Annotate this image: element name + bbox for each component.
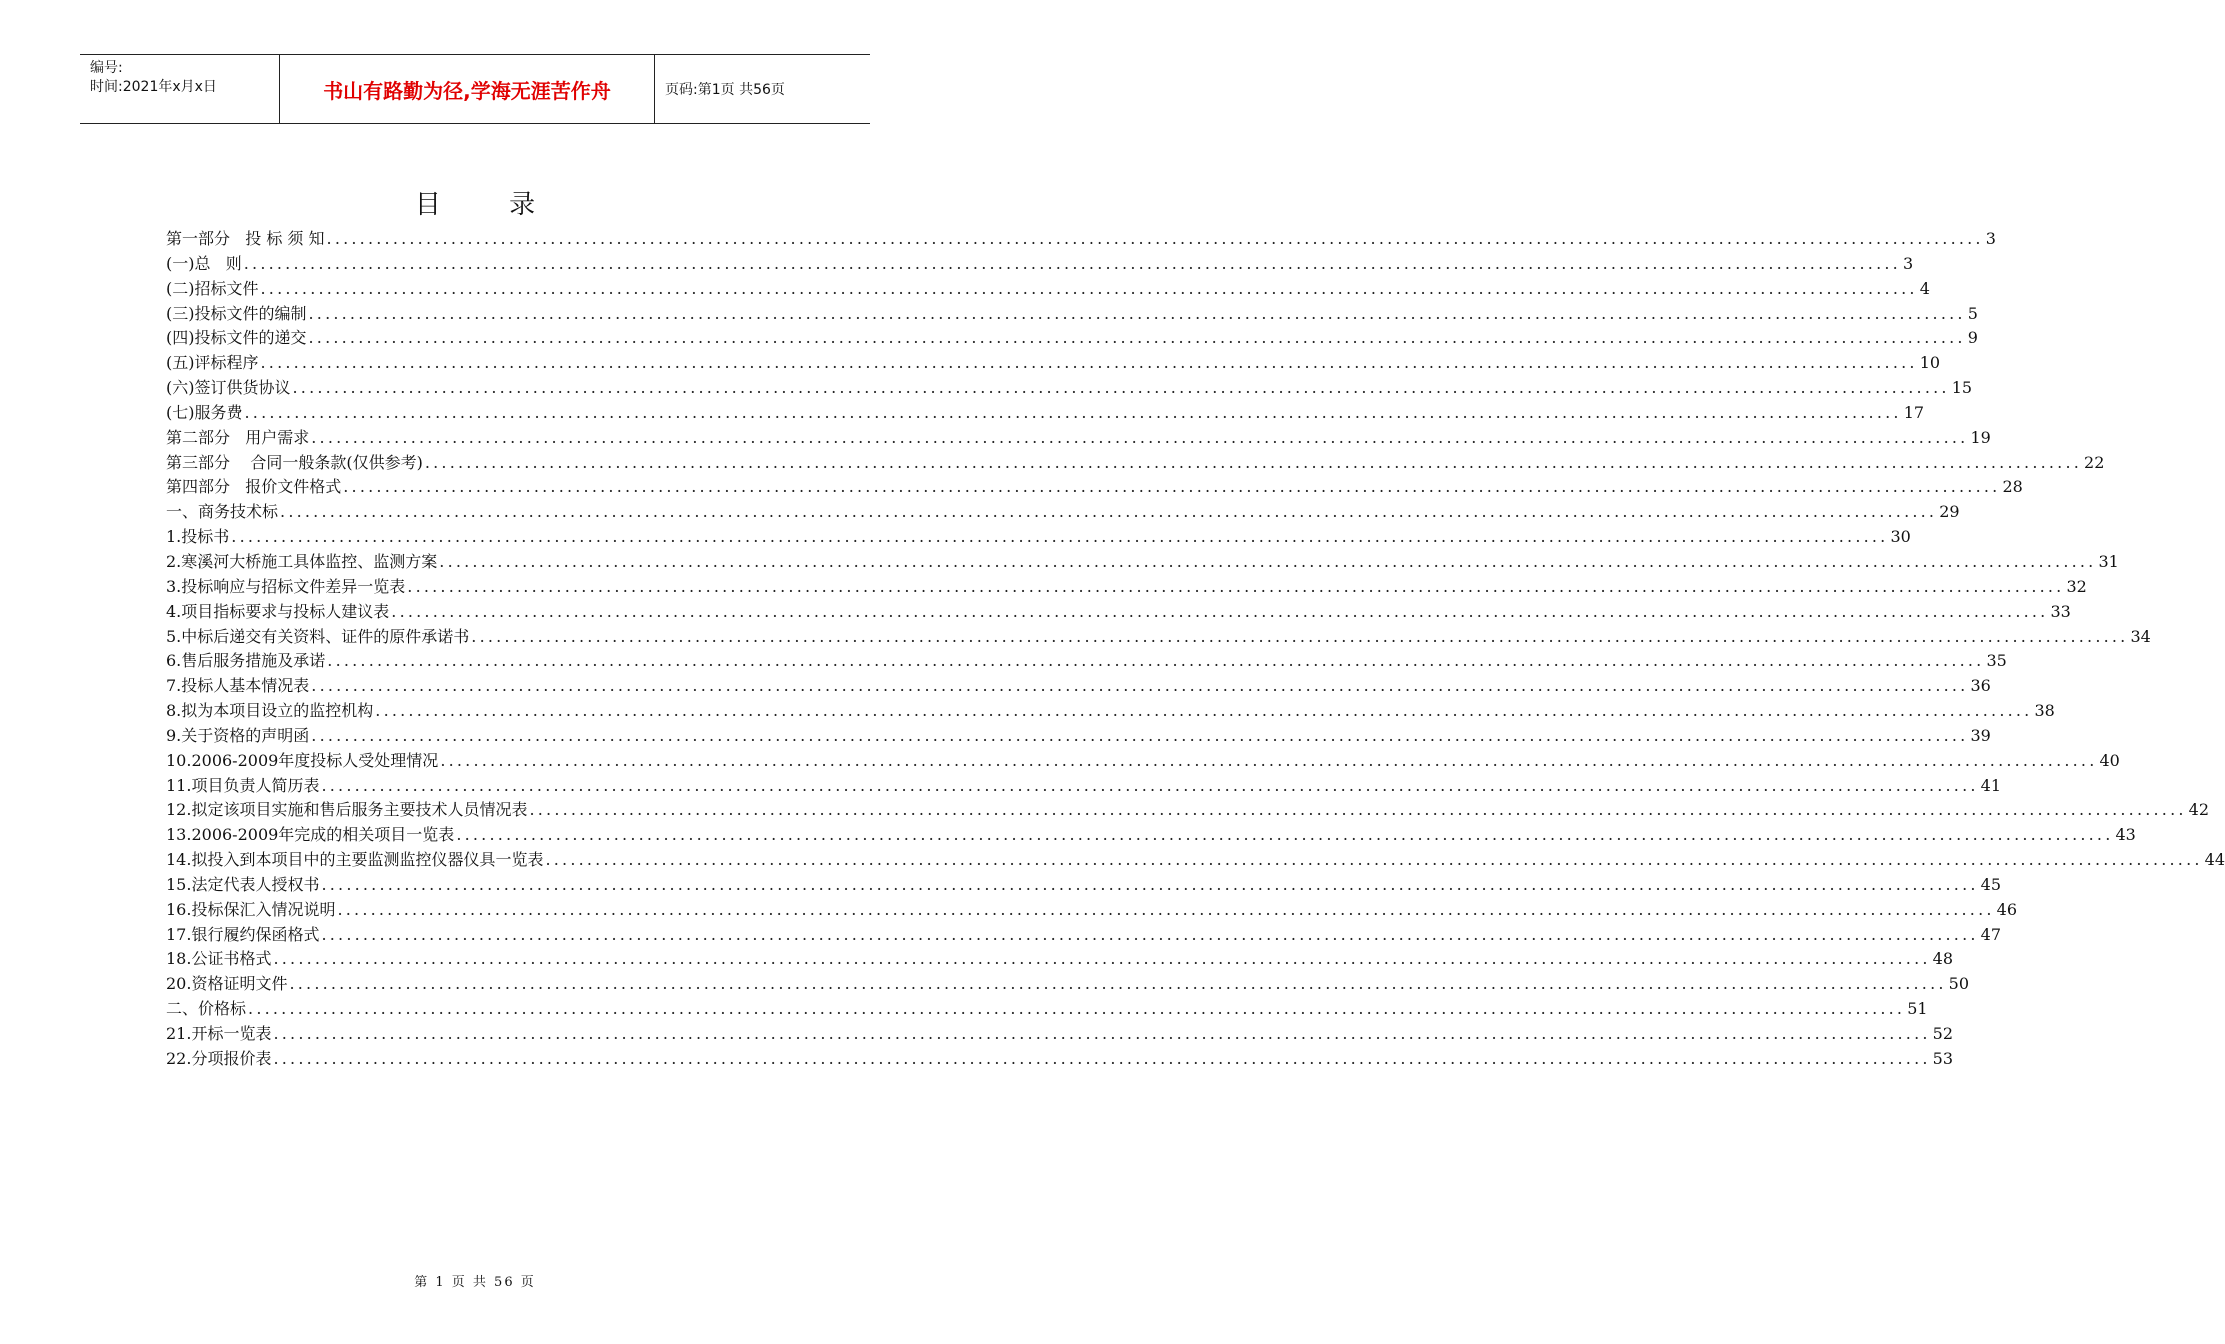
toc-entry[interactable] [166,848,2225,873]
toc-entry[interactable] [166,426,1991,451]
toc-entry-page: 10 [1919,353,1941,373]
toc-dot-leader: ........................................................................................................................................................................................................ [273,949,1931,969]
toc-entry[interactable] [166,401,1925,426]
toc-entry[interactable] [166,575,2087,600]
toc-entry-page: 5 [1967,303,1978,323]
toc-entry-page: 33 [2050,601,2071,621]
toc-entry-number: 一、 [166,502,199,522]
toc-entry-label: 寒溪河大桥施工具体监控、监测方案 [181,551,438,571]
toc-dot-leader: ........................................................................................................................................................................................................ [440,750,2098,770]
page-footer: 第 1 页 共 56 页 [414,1275,536,1290]
toc-entry-number: 3. [166,576,182,596]
toc-entry[interactable] [166,500,1960,525]
toc-entry-page: 53 [1932,1048,1954,1068]
toc-dot-leader: ........................................................................................................................................................................................................ [308,303,1966,323]
toc-entry-label: 商务技术标 [198,502,279,522]
toc-entry-label: 售后服务措施及承诺 [181,651,326,671]
toc-entry-label: (六)签订供货协议 [166,378,291,398]
toc-entry-page: 22 [2084,452,2105,472]
toc-entry-number: 16. [166,899,192,919]
toc-entry[interactable] [166,625,2151,650]
toc-entry-label: 项目指标要求与投标人建议表 [181,601,390,621]
toc-entry-page: 34 [2130,626,2151,646]
toc-entry[interactable] [166,699,2055,724]
toc-entry[interactable] [166,724,1991,749]
toc-entry-page: 4 [1919,278,1930,298]
toc-dot-leader: ........................................................................................................................................................................................................ [471,626,2129,646]
toc-entry-label: 中标后递交有关资料、证件的原件承诺书 [181,626,470,646]
toc-entry[interactable] [166,798,2210,823]
toc-entry-label: 投标保汇入情况说明 [191,899,336,919]
toc-entry-page: 46 [1996,899,2018,919]
toc-entry-label: 资格证明文件 [191,974,288,994]
toc-entry-label: (三)投标文件的编制 [166,303,307,323]
toc-entry-page: 30 [1890,527,1911,547]
toc-entry-label: 投标书 [181,527,230,547]
header-page-number: 页码:第1页 共56页 [665,82,785,98]
toc-entry-label: 拟定该项目实施和售后服务主要技术人员情况表 [191,800,528,820]
toc-dot-leader: ........................................................................................................................................................................................................ [311,725,1969,745]
toc-entry[interactable] [166,873,2002,898]
toc-entry[interactable] [166,376,1973,401]
toc-dot-leader: ........................................................................................................................................................................................................ [280,502,1938,522]
toc-entry[interactable] [166,947,1954,972]
toc-dot-leader: ........................................................................................................................................................................................................ [545,850,2203,870]
toc-entry-number: 13. [166,825,192,845]
toc-entry[interactable] [166,227,1996,252]
toc-dot-leader: ........................................................................................................................................................................................................ [321,924,1979,944]
toc-entry-label: 2006-2009年度投标人受处理情况 [191,750,439,770]
toc-entry-number: 20. [166,974,192,994]
document-date: 时间:2021年x月x日 [90,79,217,95]
header-meta [80,55,280,123]
toc-entry-label: 投标响应与招标文件差异一览表 [181,576,406,596]
toc-entry-number: 二、 [166,999,199,1019]
toc-entry-page: 50 [1948,974,1970,994]
toc-dot-leader: ........................................................................................................................................................................................................ [311,427,1969,447]
toc-entry-label: 项目负责人简历表 [191,775,320,795]
toc-entry-page: 40 [2099,750,2120,770]
toc-entry-number: 7. [166,676,182,696]
toc-entry-page: 51 [1907,999,1928,1019]
toc-entry-label: 2006-2009年完成的相关项目一览表 [191,825,455,845]
toc-entry-label: 第三部分 合同一般条款(仅供参考) [166,452,423,472]
document-code: 编号: [90,60,123,76]
toc-entry[interactable] [166,972,1970,997]
toc-entry-page: 43 [2115,825,2136,845]
toc-entry-page: 17 [1903,402,1925,422]
toc-entry[interactable] [166,326,1978,351]
toc-entry-page: 19 [1970,427,1991,447]
toc-entry-number: 1. [166,527,182,547]
toc-dot-leader: ........................................................................................................................................................................................................ [375,701,2033,721]
toc-entry-label: 拟为本项目设立的监控机构 [181,701,374,721]
toc-entry-label: 第四部分 报价文件格式 [166,477,342,497]
toc-entry-label: 投标人基本情况表 [181,676,310,696]
toc-dot-leader: ........................................................................................................................................................................................................ [273,1024,1931,1043]
toc-entry-page: 36 [1970,676,1991,696]
toc-dot-leader: ........................................................................................................................................................................................................ [424,452,2083,472]
toc-entry-number: 10. [166,750,192,770]
toc-entry-label: (四)投标文件的递交 [166,328,307,348]
toc-entry[interactable] [166,823,2136,848]
toc-entry-page: 9 [1967,328,1978,348]
page-header [80,54,870,124]
toc-entry-page: 29 [1939,502,1960,522]
toc-entry-page: 41 [1980,775,2002,795]
toc-dot-leader: ........................................................................................................................................................................................................ [529,800,2187,820]
toc-entry[interactable] [166,749,2120,774]
toc-entry-page: 39 [1970,725,1991,745]
toc-entry[interactable] [166,475,2023,500]
header-motto: 书山有路勤为径,学海无涯苦作舟 [280,55,655,123]
toc-entry[interactable] [166,1022,1954,1047]
toc-entry-number: 8. [166,701,182,721]
toc-entry-label: (五)评标程序 [166,353,259,373]
toc-entry-page: 48 [1932,949,1954,969]
toc-entry-page: 35 [1986,651,2007,671]
toc-entry[interactable] [166,898,2018,923]
toc-entry[interactable] [166,997,1928,1022]
toc-entry-page: 3 [1985,229,1996,248]
toc-dot-leader: ........................................................................................................................................................................................................ [308,328,1966,348]
toc-entry-label: 拟投入到本项目中的主要监测监控仪器仪具一览表 [191,850,544,870]
toc-entry-page: 44 [2204,850,2225,870]
toc-entry-page: 52 [1932,1024,1954,1043]
toc-entry-number: 4. [166,601,182,621]
toc-entry-page: 3 [1902,253,1914,273]
toc-entry-label: 银行履约保函格式 [191,924,320,944]
toc-entry[interactable] [166,774,2002,799]
toc-entry-number: 22. [166,1048,192,1068]
toc-dot-leader: ........................................................................................................................................................................................................ [327,651,1985,671]
toc-entry-number: 11. [166,775,192,795]
toc-entry-label: (二)招标文件 [166,278,259,298]
toc-dot-leader: ........................................................................................................................................................................................................ [343,477,2001,497]
toc-entry-number: 15. [166,874,192,894]
toc-entry[interactable] [166,351,1941,376]
toc-entry-label: 分项报价表 [191,1048,272,1068]
toc-dot-leader: ........................................................................................................................................................................................................ [407,576,2065,596]
toc-entry-number: 12. [166,800,192,820]
toc-entry-page: 38 [2034,701,2055,721]
toc-entry-page: 31 [2098,551,2119,571]
toc-entry[interactable] [166,277,1930,302]
toc-entry[interactable] [166,649,2007,674]
toc-entry[interactable] [166,1047,1954,1072]
toc-dot-leader: ........................................................................................................................................................................................................ [260,278,1918,298]
toc-dot-leader: ........................................................................................................................................................................................................ [311,676,1969,696]
toc-entry-number: 21. [166,1024,192,1043]
toc-dot-leader: ........................................................................................................................................................................................................ [231,527,1889,547]
toc-entry-label: 开标一览表 [191,1024,272,1043]
toc-dot-leader: ........................................................................................................................................................................................................ [244,402,1902,422]
toc-entry[interactable] [166,600,2071,625]
toc-entry[interactable] [166,525,1911,550]
toc-dot-leader: ........................................................................................................................................................................................................ [456,825,2114,845]
toc-dot-leader: ........................................................................................................................................................................................................ [260,353,1918,373]
toc-entry-number: 9. [166,725,182,745]
toc-entry-page: 47 [1980,924,2002,944]
toc-title: 目 录 [414,190,566,220]
toc-entry[interactable] [166,550,2119,575]
toc-entry-number: 18. [166,949,192,969]
toc-entry[interactable] [166,451,2105,476]
toc-dot-leader: ........................................................................................................................................................................................................ [326,229,1984,248]
toc-entry-label: 价格标 [198,999,247,1019]
toc-entry-label: 第一部分 投 标 须 知 [166,229,325,248]
toc-entry-label: 第二部分 用户需求 [166,427,310,447]
toc-entry-page: 42 [2188,800,2210,820]
toc-dot-leader: ........................................................................................................................................................................................................ [321,874,1979,894]
toc-entry-number: 2. [166,551,182,571]
toc-dot-leader: ........................................................................................................................................................................................................ [337,899,1995,919]
toc-entry-number: 14. [166,850,192,870]
toc-entry[interactable] [166,923,2002,948]
toc-dot-leader: ........................................................................................................................................................................................................ [248,999,1906,1019]
toc-entry-label: 公证书格式 [191,949,272,969]
toc-entry-page: 45 [1980,874,2002,894]
table-of-contents [166,227,2225,1072]
toc-entry[interactable] [166,302,1978,327]
toc-entry-number: 17. [166,924,192,944]
toc-entry[interactable] [166,674,1991,699]
toc-dot-leader: ........................................................................................................................................................................................................ [273,1048,1931,1068]
toc-entry-page: 15 [1951,378,1973,398]
toc-entry-page: 28 [2002,477,2023,497]
toc-entry-label: (七)服务费 [166,402,243,422]
toc-entry[interactable] [166,252,1914,277]
toc-dot-leader: ........................................................................................................................................................................................................ [321,775,1979,795]
toc-dot-leader: ........................................................................................................................................................................................................ [391,601,2049,621]
toc-entry-number: 6. [166,651,182,671]
toc-dot-leader: ........................................................................................................................................................................................................ [439,551,2097,571]
toc-dot-leader: ........................................................................................................................................................................................................ [289,974,1947,994]
toc-entry-page: 32 [2066,576,2087,596]
toc-dot-leader: ........................................................................................................................................................................................................ [292,378,1950,398]
toc-entry-label: 法定代表人授权书 [191,874,320,894]
toc-dot-leader: ........................................................................................................................................................................................................ [243,253,1901,273]
toc-entry-number: 5. [166,626,182,646]
toc-entry-label: (一)总 则 [166,253,242,273]
toc-entry-label: 关于资格的声明函 [181,725,310,745]
